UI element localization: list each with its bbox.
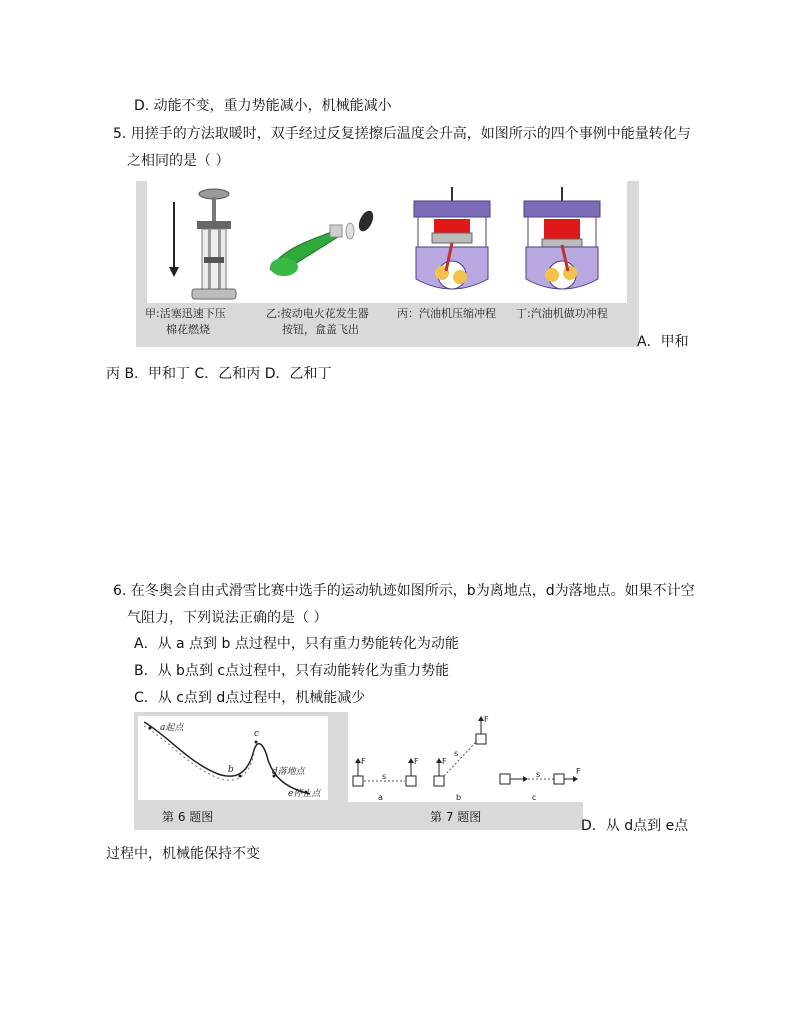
- label-e: e停止点: [288, 789, 321, 799]
- q6-option-a: A．从 a 点到 b 点过程中，只有重力势能转化为动能: [134, 636, 459, 652]
- fig7-c-F: F: [576, 767, 581, 776]
- fig7-a-s: s: [382, 772, 387, 781]
- fig7-a-F-left: F: [361, 757, 366, 766]
- q6-option-c: C．从 c点到 d点过程中，机械能减少: [134, 690, 366, 706]
- fig7-b-F-left: F: [442, 757, 447, 766]
- engine-compression-illustration: [410, 187, 494, 302]
- ski-trajectory-illustration: [138, 716, 328, 800]
- fig7-a-F-right: F: [414, 757, 419, 766]
- fig7-b-F-right: F: [484, 715, 489, 724]
- figure-6-caption: 第 6 题图: [162, 810, 214, 824]
- figure-7-caption: 第 7 题图: [430, 810, 482, 824]
- label-d: d落地点: [272, 767, 305, 777]
- spark-generator-illustration: [264, 207, 384, 287]
- fig7-c-s: s: [536, 770, 541, 779]
- label-a: a起点: [160, 723, 184, 733]
- caption-ding: 丁:汽油机做功冲程: [516, 307, 608, 320]
- caption-yi-line1: 乙:按动电火花发生器: [266, 307, 369, 320]
- q6-stem-line1: 6. 在冬奥会自由式滑雪比赛中选手的运动轨迹如图所示，b为离地点，d为落地点。如果不计空: [113, 583, 695, 599]
- caption-jia-line1: 甲:活塞迅速下压: [145, 307, 226, 320]
- q5-stem-line1: 5. 用搓手的方法取暖时，双手经过反复搓擦后温度会升高，如图所示的四个事例中能量转化与: [113, 126, 691, 142]
- q5-options-line2: 丙 B．甲和丁 C．乙和丙 D．乙和丁: [106, 366, 332, 382]
- q5-stem-line2: 之相同的是（ ）: [127, 153, 230, 169]
- q5-option-a-part1: A．甲和: [637, 334, 689, 350]
- caption-jia-line2: 棉花燃烧: [166, 323, 210, 336]
- fig7-label-c: c: [532, 793, 537, 802]
- q6-option-d-part2: 过程中，机械能保持不变: [106, 846, 260, 862]
- label-b: b: [228, 765, 234, 775]
- label-c: c: [254, 729, 260, 739]
- fig7-label-b: b: [456, 793, 462, 802]
- q5-figure-panel: [136, 181, 639, 347]
- q6-option-b: B．从 b点到 c点过程中，只有动能转化为重力势能: [134, 663, 450, 679]
- caption-yi-line2: 按钮，盒盖飞出: [282, 323, 359, 336]
- caption-bing: 丙：汽油机压缩冲程: [397, 307, 496, 320]
- q6-stem-line2: 气阻力，下列说法正确的是（ ）: [127, 610, 328, 626]
- force-work-illustration: [348, 712, 583, 802]
- q6-option-d-part1: D．从 d点到 e点: [581, 818, 689, 834]
- q4-option-d: D. 动能不变，重力势能减小，机械能减小: [134, 98, 392, 114]
- fire-syringe-illustration: [164, 187, 254, 307]
- q6-q7-figure-panel: [134, 712, 583, 830]
- fig7-label-a: a: [378, 793, 383, 802]
- fig7-b-s: s: [454, 749, 459, 758]
- engine-power-illustration: [520, 187, 604, 302]
